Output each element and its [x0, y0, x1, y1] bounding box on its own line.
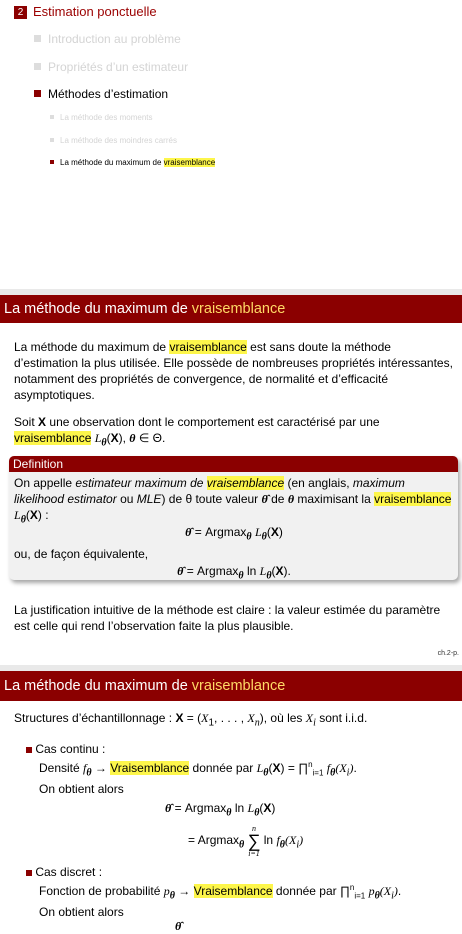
slide-title-bar — [0, 295, 462, 323]
highlighted-term: Vraisemblance — [110, 761, 190, 775]
slide-title-bar — [0, 671, 462, 701]
bullet-square-icon — [34, 35, 41, 42]
equation-argmax-ln: θ̂ = Argmax$_\theta$ $\ln L_\theta(X)$. — [177, 564, 291, 582]
equivalent-text: ou, de façon équivalente, — [14, 547, 149, 561]
bullet-square-icon — [50, 160, 54, 164]
observation-paragraph: Soit X une observation dont le comportement est caractérisé par une vraisemblance $L_\theta(X)$, θ ∈ Θ. — [14, 415, 380, 449]
section-title[interactable]: Estimation ponctuelle — [33, 4, 157, 19]
equation-argmax: θ̂ = Argmax$_\theta$ $L_\theta(X)$ — [185, 525, 283, 543]
definition-header: Definition — [9, 456, 458, 472]
outline-subitem-moments[interactable] — [50, 113, 153, 122]
slide-title-highlight: vraisemblance — [191, 678, 286, 694]
bullet-square-icon — [34, 63, 41, 70]
intro-paragraph: La méthode du maximum de vraisemblance est sans doute la méthode d’estimation la plus utilisée. Elle possède de nombreuses propriétés intéressantes, notamment des propriétés de convergence, de normalité et d’efficacité asymptotiques. — [14, 340, 453, 402]
slide-title-highlight: vraisemblance — [191, 301, 286, 317]
slide-title: La méthode du maximum de — [4, 301, 188, 317]
bullet-square-icon — [26, 747, 32, 753]
definition-body: On appelle estimateur maximum de vraisemblance (en anglais, maximum likelihood estimator ou MLE) de θ toute valeur θ̂ de θ maximisant la vraisemblance $L_\theta(X)$ : — [14, 476, 452, 526]
outline-item-proprietes[interactable] — [34, 60, 188, 74]
outline-subitem-label: La méthode du maximum de — [60, 158, 162, 167]
justification-paragraph: La justification intuitive de la méthode est claire : la valeur estimée du paramètre est celle qui rend l’observation faite la plus plausible. — [14, 603, 441, 633]
bullet-square-icon — [34, 90, 41, 97]
bullet-square-icon — [26, 870, 32, 876]
highlighted-term: vraisemblance — [14, 431, 92, 445]
continuous-case: Cas continu : Densité $f_\theta$ → Vraisemblance donnée par $L_\theta(X)$ = ∏$^n_{i=1}$ $f_\theta(X_i)$. On obtient alors — [26, 741, 456, 797]
bullet-square-icon — [50, 138, 54, 142]
section-number: 2 — [14, 6, 27, 19]
outline-item-label: Introduction au problème — [48, 32, 181, 46]
highlighted-term: vraisemblance — [206, 476, 285, 490]
highlighted-term: Vraisemblance — [193, 884, 273, 898]
outline-item-methodes[interactable] — [34, 87, 168, 101]
continuous-equation-1: θ̂ = Argmax$_\theta$ $\ln L_\theta(X)$ — [165, 801, 276, 819]
discrete-case: Cas discret : Fonction de probabilité $p_\theta$ → Vraisemblance donnée par ∏$^n_{i=1}$ $p_\theta(X_i)$. On obtient alors — [26, 864, 456, 920]
slide-title: La méthode du maximum de — [4, 678, 188, 694]
outline-subitem-moindres-carres[interactable] — [50, 136, 177, 145]
highlighted-term: vraisemblance — [169, 340, 247, 354]
outline-subitem-label: La méthode des moindres carrés — [60, 136, 177, 145]
discrete-equation-partial: θ̂ — [175, 919, 182, 933]
page-footer: ch.2-p. — [437, 650, 459, 657]
outline-subitem-label: La méthode des moments — [60, 113, 153, 122]
highlighted-term: vraisemblance — [374, 492, 452, 506]
continuous-equation-2: = Argmax$_\theta$ n ∑ i=1 $\ln f_\theta(X_i)$ — [188, 824, 304, 858]
outline-item-introduction[interactable] — [34, 32, 181, 46]
outline-subitem-maximum-vraisemblance[interactable] — [50, 158, 215, 167]
sampling-structures: Structures d’échantillonnage : $X = (X_1$, . . . , $X_n$), où les $X_i$ sont i.i.d. — [14, 711, 368, 729]
outline-item-label: Propriétés d’un estimateur — [48, 60, 189, 74]
sum-symbol: n ∑ i=1 — [247, 824, 261, 858]
bullet-square-icon — [50, 115, 54, 119]
highlighted-term: vraisemblance — [163, 158, 216, 167]
outline-item-label: Méthodes d’estimation — [48, 87, 169, 101]
